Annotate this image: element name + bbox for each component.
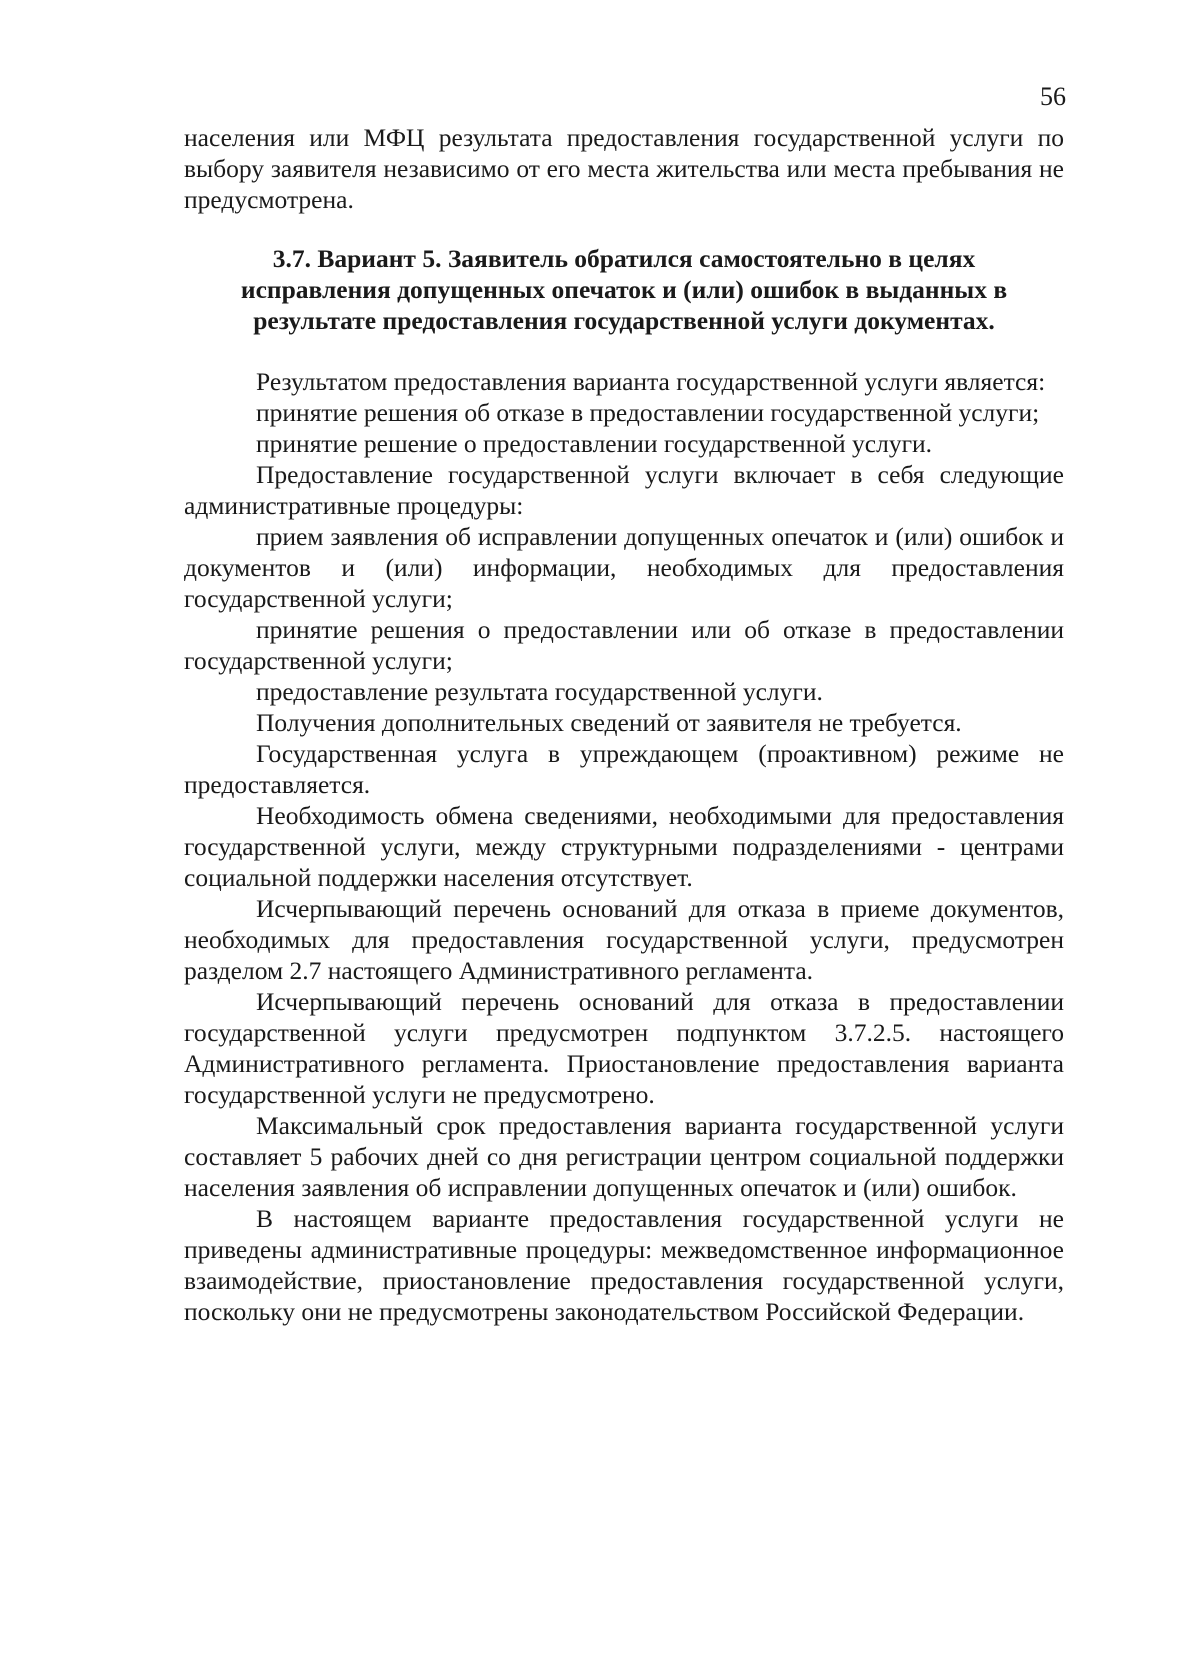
paragraph-procedure-decision: принятие решения о предоставлении или об отказе в предоставлении государственной услуги; [184, 615, 1064, 675]
document-body [184, 122, 1064, 1327]
paragraph-additional-info: Получения дополнительных сведений от заявителя не требуется. [256, 708, 962, 737]
paragraph-result-refusal: принятие решения об отказе в предоставлении государственной услуги; [256, 398, 1040, 427]
section-heading-line: результате предоставления государственной услуги документах. [253, 306, 995, 335]
page-number: 56 [1040, 82, 1066, 111]
paragraph-proactive-mode: Государственная услуга в упреждающем (проактивном) режиме не предоставляется. [184, 739, 1064, 799]
section-heading [184, 243, 1064, 336]
paragraph-procedures: Предоставление государственной услуги включает в себя следующие административные процедуры: [184, 460, 1064, 520]
paragraph-procedure-intake: прием заявления об исправлении допущенных опечаток и (или) ошибок и документов и (или) информации, необходимых для предоставления государственной услуги; [184, 522, 1064, 613]
paragraph-procedure-delivery: предоставление результата государственной услуги. [256, 677, 823, 706]
paragraph-result: Результатом предоставления варианта государственной услуги является: [256, 367, 1046, 396]
section-heading-line: исправления допущенных опечаток и (или) ошибок в выданных в [240, 275, 1008, 304]
paragraph-intake-refusal-grounds: Исчерпывающий перечень оснований для отказа в приеме документов, необходимых для предоставления государственной услуги, предусмотрен разделом 2.7 настоящего Административного регламента. [184, 894, 1064, 985]
paragraph-omitted-procedures: В настоящем варианте предоставления государственной услуги не приведены административные процедуры: межведомственное информационное взаимодействие, приостановление предоставления государственной услуги, поскольку они не предусмотрены законодательством Российской Федерации. [184, 1204, 1064, 1326]
paragraph-max-term: Максимальный срок предоставления варианта государственной услуги составляет 5 рабочих дней со дня регистрации центром социальной поддержки населения заявления об исправлении допущенных опечаток и (или) ошибок. [184, 1111, 1064, 1202]
paragraph-result-grant: принятие решение о предоставлении государственной услуги. [256, 429, 933, 458]
paragraph-service-refusal-grounds: Исчерпывающий перечень оснований для отказа в предоставлении государственной услуги предусмотрен подпунктом 3.7.2.5. настоящего Административного регламента. Приостановление предоставления варианта государственной услуги не предусмотрено. [184, 987, 1064, 1109]
section-heading-line: 3.7. Вариант 5. Заявитель обратился самостоятельно в целях [272, 244, 976, 273]
paragraph-information-exchange: Необходимость обмена сведениями, необходимыми для предоставления государственной услуги, между структурными подразделениями - центрами социальной поддержки населения отсутствует. [184, 801, 1064, 892]
intro-paragraph: населения или МФЦ результата предоставления государственной услуги по выбору заявителя независимо от его места жительства или места пребывания не предусмотрена. [184, 123, 1064, 214]
